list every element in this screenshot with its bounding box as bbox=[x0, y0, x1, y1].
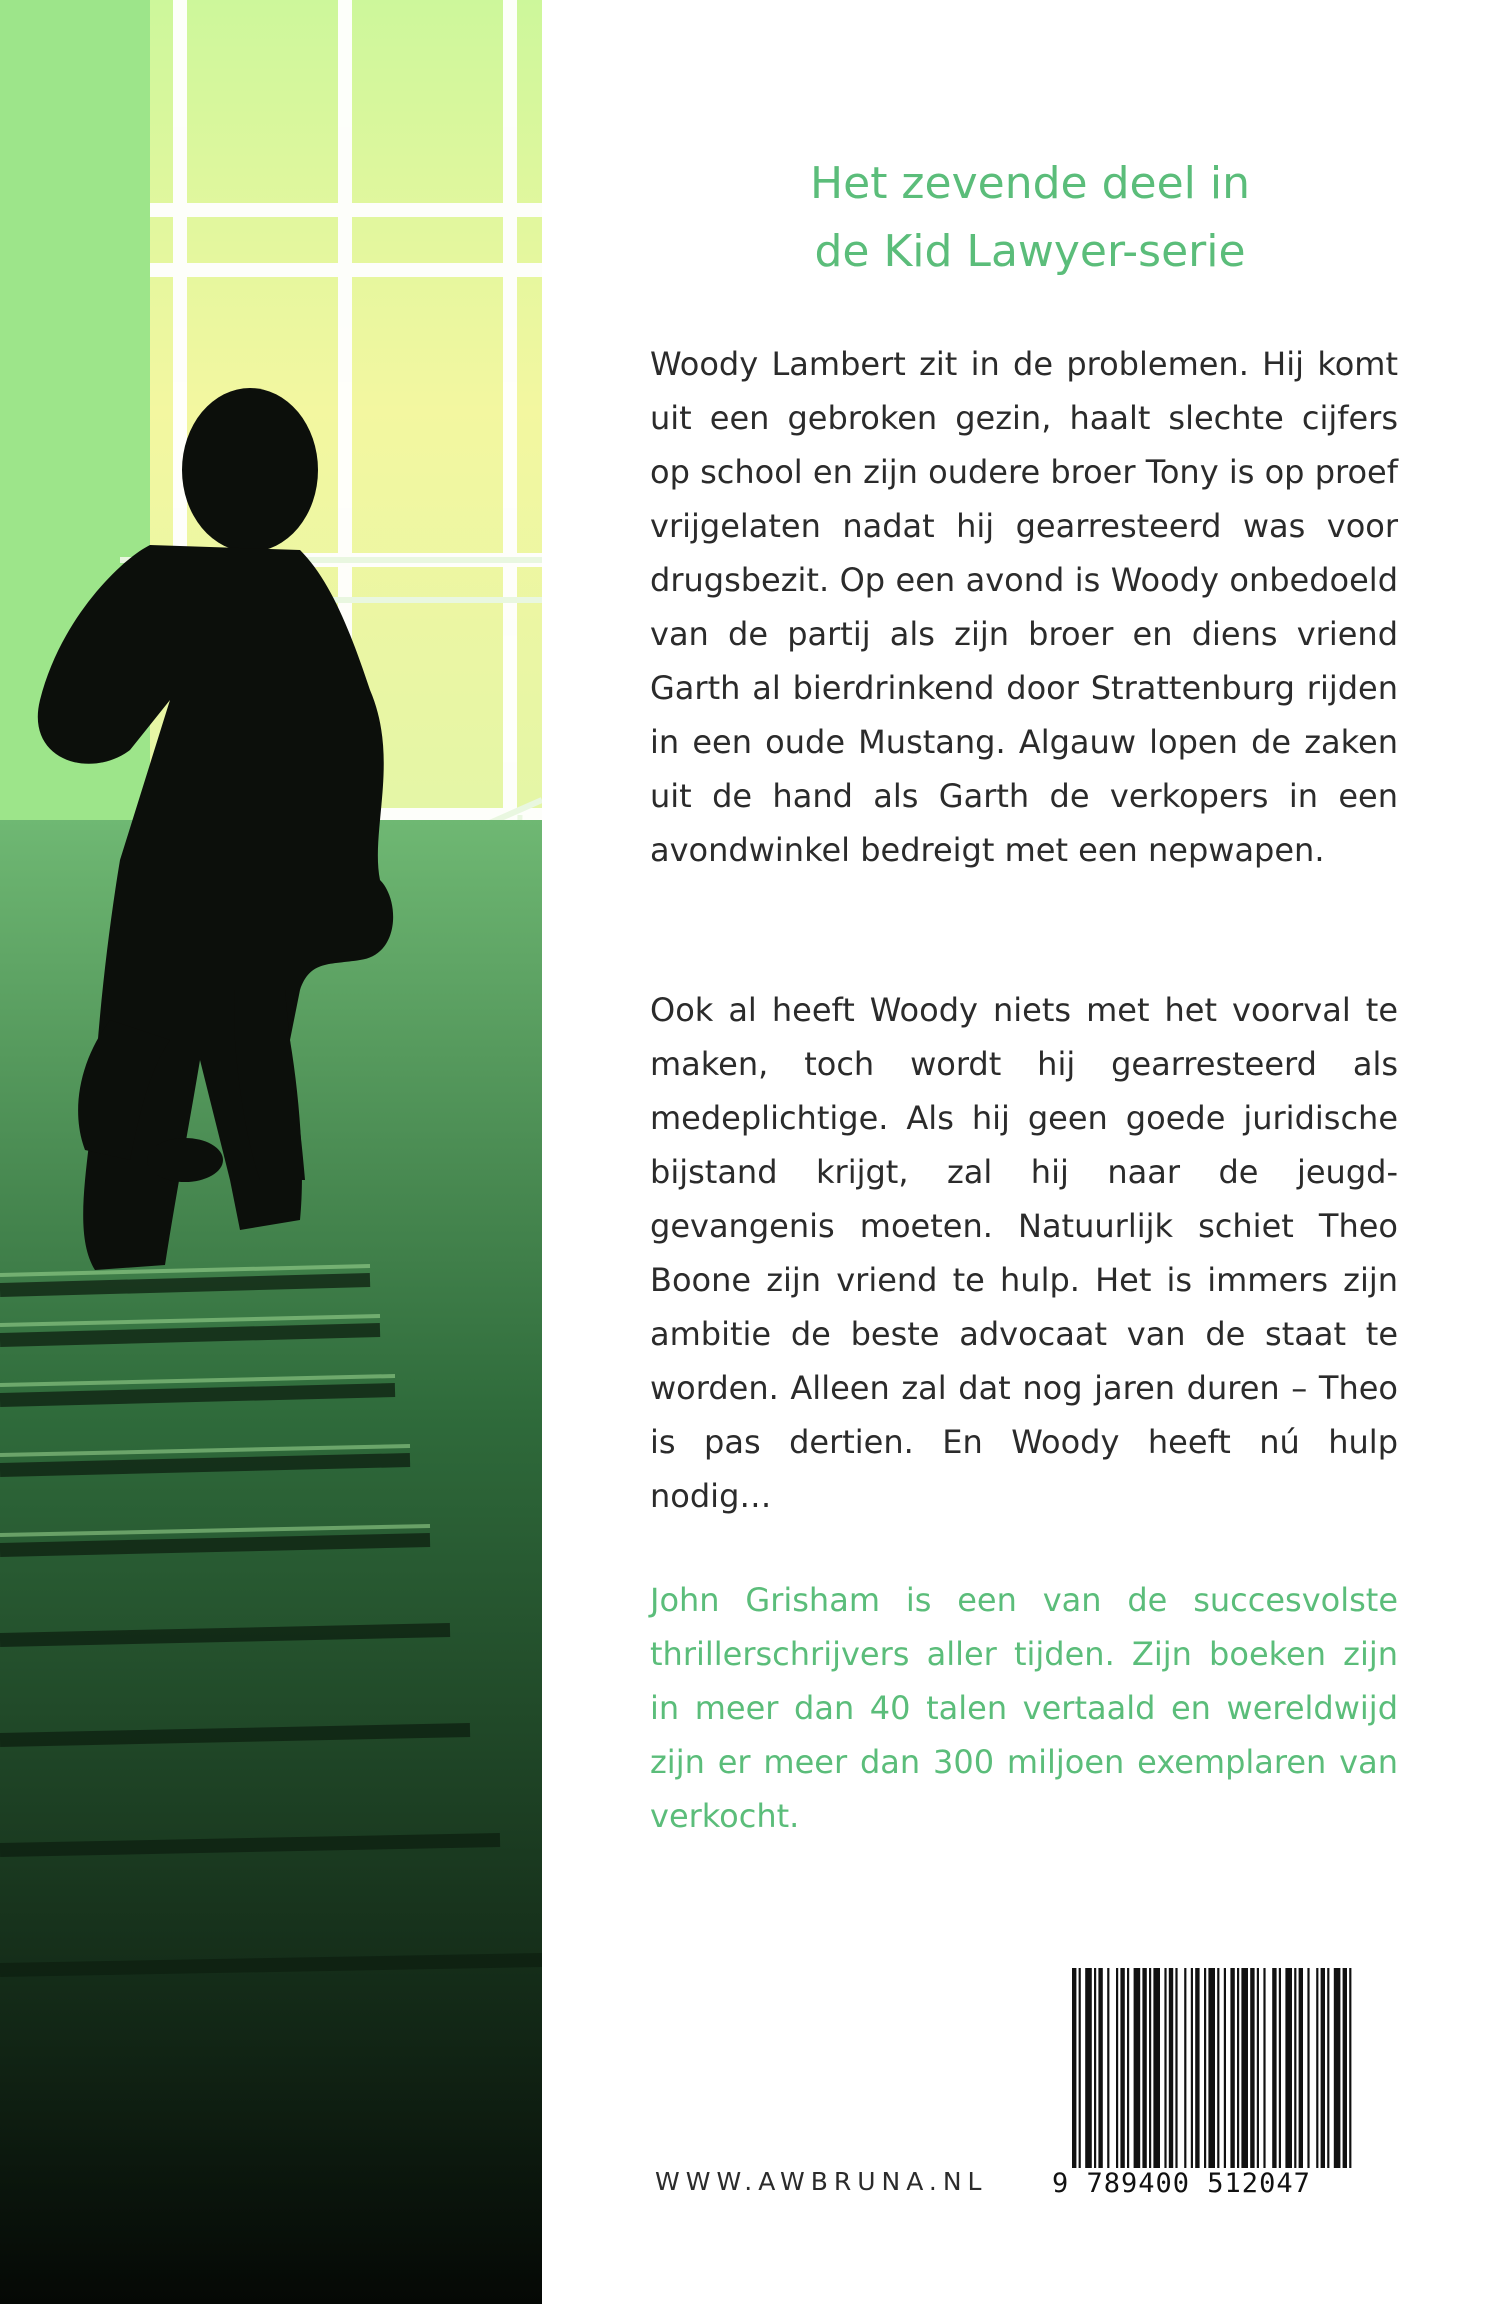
barcode-bar bbox=[1299, 1968, 1303, 2168]
series-heading bbox=[650, 150, 1410, 286]
isbn-barcode bbox=[1052, 1968, 1357, 2204]
blurb-paragraph-2: Ook al heeft Woody niets met het voorval te maken, toch wordt hij gearresteerd als medeplichtige. Als hij geen goede juridische bijstand krijgt, zal hij naar de jeugdgevangenis moeten. Natuurlijk schiet Theo Boone zijn vriend te hulp. Het is immers zijn ambitie de beste advocaat van de staat te worden. Alleen zal dat nog jaren duren – Theo is pas dertien. En Woody heeft nú hulp nodig… bbox=[650, 991, 1398, 1515]
barcode-bar bbox=[1175, 1968, 1177, 2168]
blurb-paragraph-1: Woody Lambert zit in de problemen. Hij komt uit een gebroken gezin, haalt slechte cijfers op school en zijn oudere broer Tony is op proef vrijgelaten nadat hij gearresteerd was voor drugsbezit. Op een avond is Woody onbedoeld van de partij als zijn broer en diens vriend Garth al bierdrinkend door Strattenburg rijden in een oude Mustang. Algauw lopen de zaken uit de hand als Garth de verkopers in een avondwinkel bedreigt met een nepwapen. bbox=[650, 345, 1398, 869]
author-bio: John Grisham is een van de succesvolste thrillerschrijvers aller tijden. Zijn boeken zijn in meer dan 40 talen vertaald en wereldwijd zijn er meer dan 300 miljoen exemplaren van verkocht. bbox=[650, 1581, 1398, 1835]
barcode-bar bbox=[1349, 1968, 1351, 2168]
barcode-bar bbox=[1116, 1968, 1118, 2168]
barcode-bar bbox=[1208, 1968, 1215, 2168]
barcode-bar bbox=[1120, 1968, 1124, 2168]
barcode-bar bbox=[1334, 1968, 1341, 2168]
barcode-bar bbox=[1184, 1968, 1186, 2168]
barcode-bar bbox=[1272, 1968, 1276, 2168]
barcode-bar bbox=[1285, 1968, 1292, 2168]
isbn-digits: 9 789400 512047 bbox=[1052, 2168, 1311, 2199]
barcode-bar bbox=[1263, 1968, 1265, 2168]
series-heading-line2: de Kid Lawyer-serie bbox=[814, 226, 1246, 277]
barcode-bar bbox=[1250, 1968, 1254, 2168]
barcode-bar bbox=[1257, 1968, 1259, 2168]
barcode-bar bbox=[1079, 1968, 1081, 2168]
barcode-bar bbox=[1237, 1968, 1239, 2168]
barcode-bars bbox=[1052, 1968, 1357, 2168]
barcode-bar bbox=[1321, 1968, 1325, 2168]
barcode-bar bbox=[1142, 1968, 1146, 2168]
barcode-bar bbox=[1127, 1968, 1129, 2168]
cover-photo bbox=[0, 0, 542, 2304]
barcode-bar bbox=[1094, 1968, 1096, 2168]
barcode-bar bbox=[1072, 1968, 1076, 2168]
barcode-bar bbox=[1241, 1968, 1248, 2168]
barcode-bar bbox=[1107, 1968, 1109, 2168]
barcode-bar bbox=[1195, 1968, 1199, 2168]
barcode-bar bbox=[1134, 1968, 1141, 2168]
barcode-bar bbox=[1153, 1968, 1160, 2168]
barcode-bar bbox=[1164, 1968, 1166, 2168]
barcode-bar bbox=[1169, 1968, 1173, 2168]
barcode-bar bbox=[1224, 1968, 1226, 2168]
barcode-bar bbox=[1316, 1968, 1318, 2168]
barcode-bar bbox=[1279, 1968, 1281, 2168]
barcode-bar bbox=[1085, 1968, 1092, 2168]
barcode-bar bbox=[1149, 1968, 1151, 2168]
barcode-bar bbox=[1098, 1968, 1102, 2168]
barcode-bar bbox=[1217, 1968, 1219, 2168]
barcode-bar bbox=[1343, 1968, 1347, 2168]
stairwell-illustration bbox=[0, 0, 542, 2304]
publisher-website: WWW.AWBRUNA.NL bbox=[655, 2167, 988, 2196]
barcode-bar bbox=[1327, 1968, 1329, 2168]
barcode-bar bbox=[1294, 1968, 1296, 2168]
barcode-bar bbox=[1191, 1968, 1193, 2168]
series-heading-line1: Het zevende deel in bbox=[810, 158, 1250, 209]
barcode-bar bbox=[1204, 1968, 1206, 2168]
barcode-bar bbox=[1307, 1968, 1309, 2168]
barcode-bar bbox=[1230, 1968, 1234, 2168]
